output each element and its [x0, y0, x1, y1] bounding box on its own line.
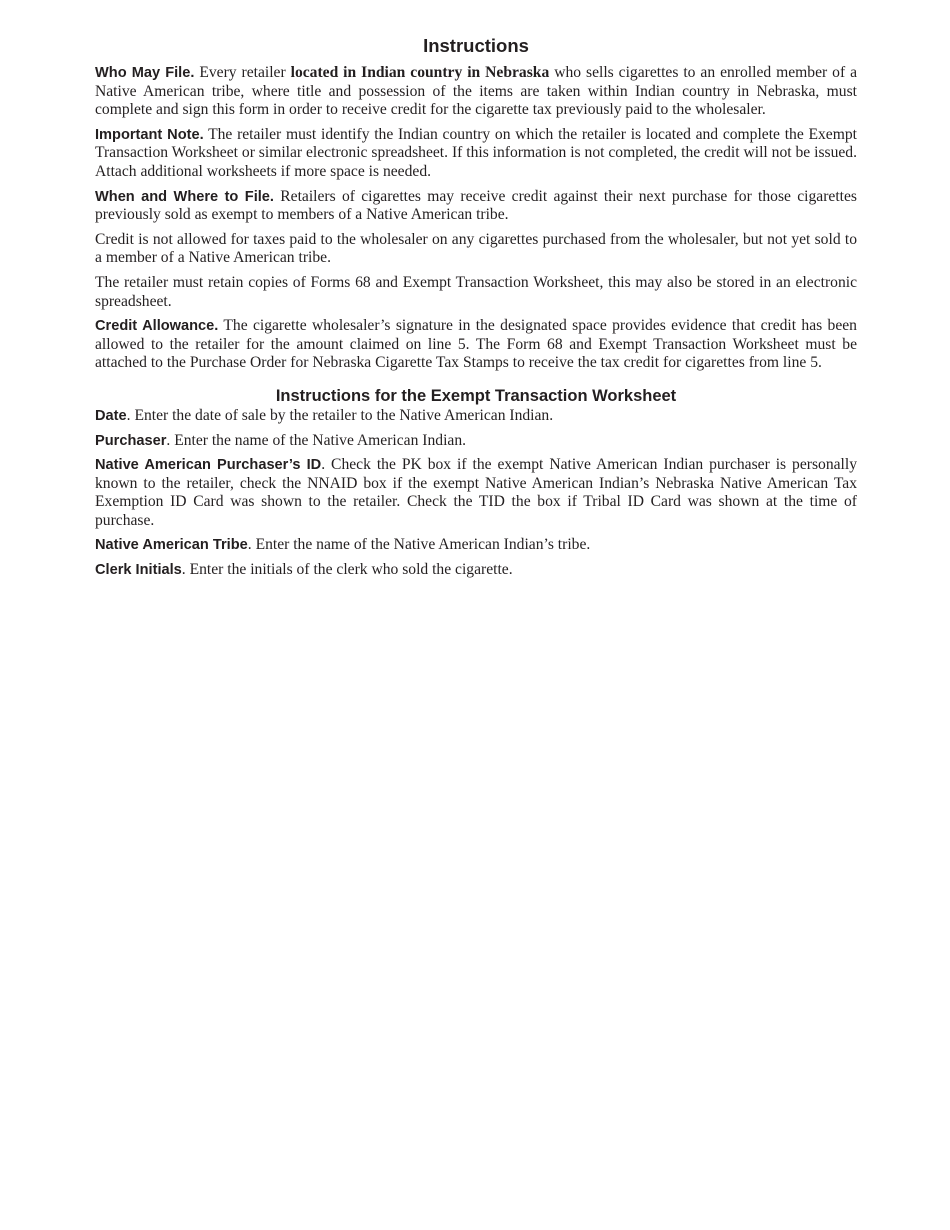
page-title: Instructions: [423, 35, 529, 56]
purchaser-id-text: . Check the PK box if the exempt Native American Indian purchaser is personally known to the retailer, check the NNAID box if the exempt Native American Indian’s Nebraska Native American Tax Exemption ID Card was shown to the retailer. Check the TID the box if Tribal ID Card was shown at the time of purchase.: [95, 456, 858, 529]
when-where-paragraph: [95, 188, 857, 225]
purchaser-id-heading: Native American Purchaser’s ID: [95, 457, 322, 474]
purchaser-paragraph: [95, 432, 857, 451]
who-may-file-text-2: who sells cigarettes to an enrolled member of a Native American tribe, where title and possession of the items are taken within Indian country in Nebraska, must complete and sign this form in order to receive credit for the cigarette tax previously paid to the wholesaler.: [95, 64, 858, 119]
date-heading: Date: [95, 407, 127, 424]
credit-allowance-text: The cigarette wholesaler’s signature in the designated space provides evidence that credit has been allowed to the retailer for the amount claimed on line 5. The Form 68 and Exempt Transaction Worksheet must be attached to the Purchase Order for Nebraska Cigarette Tax Stamps to receive the tax credit for cigarettes from line 5.: [95, 317, 857, 372]
who-may-file-emphasis: located in Indian country in Nebraska: [290, 64, 550, 81]
who-may-file-paragraph: [95, 64, 857, 120]
purchaser-id-paragraph: [95, 456, 857, 530]
clerk-text: . Enter the initials of the clerk who sold the cigarette.: [181, 561, 513, 579]
clerk-paragraph: [95, 561, 857, 580]
important-note-text: The retailer must identify the Indian country on which the retailer is located and complete the Exempt Transaction Worksheet or similar electronic spreadsheet. If this information is not completed, the credit will not be issued. Attach additional worksheets if more space is needed.: [95, 125, 857, 180]
credit-allowance-paragraph: [95, 317, 857, 373]
important-note-paragraph: [95, 126, 857, 182]
purchaser-heading: Purchaser: [95, 432, 167, 449]
when-where-heading: When and Where to File.: [95, 188, 274, 205]
credit-not-allowed-paragraph: Credit is not allowed for taxes paid to the wholesaler on any cigarettes purchased from the wholesaler, but not yet sold to a member of a Native American tribe.: [95, 230, 857, 267]
date-paragraph: [95, 407, 857, 426]
who-may-file-text-1: Every retailer: [194, 64, 291, 81]
instructions-page: [95, 34, 857, 586]
when-where-text: Retailers of cigarettes may receive credit against their next purchase for those cigarettes previously sold as exempt to members of a Native American tribe.: [95, 187, 857, 224]
clerk-heading: Clerk Initials: [95, 562, 182, 579]
purchaser-text: . Enter the name of the Native American Indian.: [166, 431, 467, 449]
date-text: . Enter the date of sale by the retailer to the Native American Indian.: [126, 406, 554, 424]
credit-allowance-heading: Credit Allowance.: [95, 318, 219, 335]
tribe-heading: Native American Tribe: [95, 537, 248, 554]
tribe-paragraph: [95, 536, 857, 555]
tribe-text: . Enter the name of the Native American Indian’s tribe.: [247, 536, 591, 554]
worksheet-title: Instructions for the Exempt Transaction Worksheet: [275, 386, 677, 405]
retain-copies-paragraph: The retailer must retain copies of Forms 68 and Exempt Transaction Worksheet, this may also be stored in an electronic spreadsheet.: [95, 273, 857, 310]
who-may-file-heading: Who May File.: [95, 65, 195, 81]
important-note-heading: Important Note.: [95, 126, 204, 143]
